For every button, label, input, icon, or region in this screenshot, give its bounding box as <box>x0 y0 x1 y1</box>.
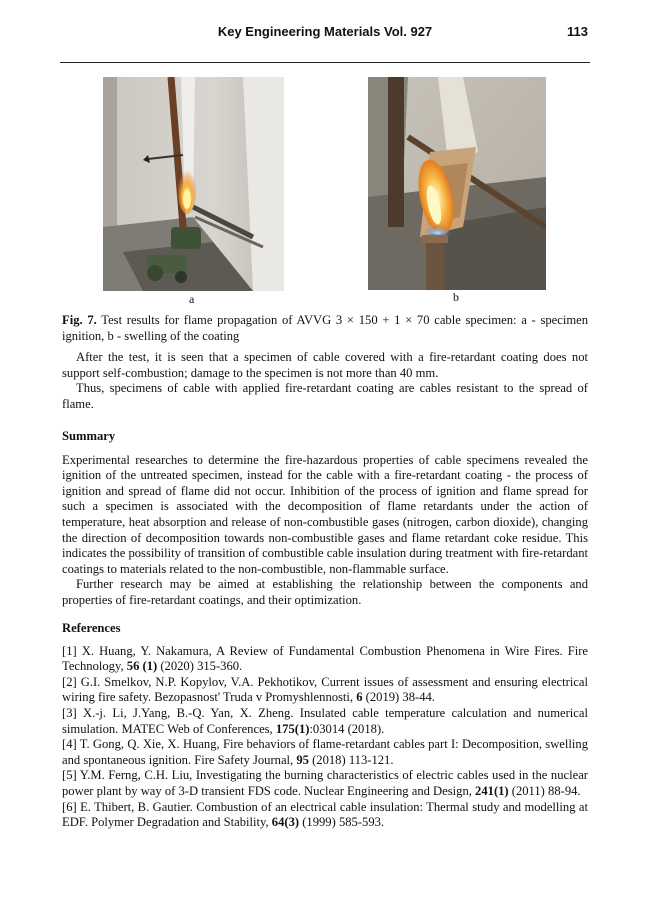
figure-photo-b <box>368 77 546 290</box>
figure-caption <box>62 313 588 344</box>
body-text <box>62 350 588 412</box>
references-section <box>62 621 588 831</box>
figure-photo-a <box>103 77 284 291</box>
running-header <box>62 24 588 44</box>
summary-heading: Summary <box>62 429 116 443</box>
header-rule <box>60 62 590 63</box>
summary-paragraph: Experimental researches to determine the fire-hazardous properties of cable specimens revealed the ignition of the untreated specimen, instead for the cable with a fire-retardant coating - the process of ignition and spread of flame did not occur. Inhibition of the process of ignition and flame spread for such a specimen is associated with the decomposition of flame retardants under the action of temperature, heat absorption and release of non-combustible gases (nitrogen, carbon dioxide), changing the direction of decomposition towards non-combustible gases and flame retardant coke residue. This indicates the possibility of transition of combustible cable insulation during treatment with fire-retardant coatings to materials related to the non-combustible, non-flammable surface. <box>62 452 589 576</box>
panel-b-label: b <box>453 290 459 304</box>
body-paragraph: Thus, specimens of cable with applied fire-retardant coating are cables resistant to the spread of flame. <box>62 381 588 411</box>
body-paragraph: After the test, it is seen that a specimen of cable covered with a fire-retardant coating does not support self-combustion; damage to the specimen is not more than 40 mm. <box>62 350 588 380</box>
figure-caption-label: Fig. 7. <box>62 313 97 327</box>
figure-caption-text: Test results for flame propagation of AVVG 3 × 150 + 1 × 70 cable specimen: a - specimen ignition, b - swelling of the coating <box>62 313 589 343</box>
journal-title: Key Engineering Materials Vol. 927 <box>217 24 433 39</box>
reference-item: [4] T. Gong, Q. Xie, X. Huang, Fire behaviors of flame-retardant cables part I: Decomposition, swelling and spontaneous ignition. Fire Safety Journal, 95 (2018) 113-121. <box>62 737 588 767</box>
panel-a-label: a <box>189 292 195 306</box>
summary-paragraph: Further research may be aimed at establishing the relationship between the components and properties of fire-retardant coatings, and their optimization. <box>62 577 588 607</box>
summary-section <box>62 429 588 609</box>
reference-item: [5] Y.M. Ferng, C.H. Liu, Investigating the burning characteristics of electric cables used in the nuclear power plant by way of 3-D transient FDS code. Nuclear Engineering and Design, 241(1) (2011) 88-94. <box>62 768 588 798</box>
references-heading: References <box>62 621 121 635</box>
reference-item: [6] E. Thibert, B. Gautier. Combustion of an electrical cable insulation: Thermal study and modelling at EDF. Polymer Degradation and Stability, 64(3) (1999) 585-593. <box>62 799 588 830</box>
page-number: 113 <box>567 24 588 39</box>
reference-item: [3] X.-j. Li, J.Yang, B.-Q. Yan, X. Zheng. Insulated cable temperature calculation and numerical simulation. MATEC Web of Conferences, 175(1):03014 (2018). <box>62 705 588 736</box>
reference-item: [1] X. Huang, Y. Nakamura, A Review of Fundamental Combustion Phenomena in Wire Fires. Fire Technology, 56 (1) (2020) 315-360. <box>62 643 588 674</box>
reference-item: [2] G.I. Smelkov, N.P. Kopylov, V.A. Pekhotikov, Current issues of assessment and ensuring electrical wiring fire safety. Bezopasnost' Truda v Promyshlennosti, 6 (2019) 38-44. <box>62 674 588 705</box>
